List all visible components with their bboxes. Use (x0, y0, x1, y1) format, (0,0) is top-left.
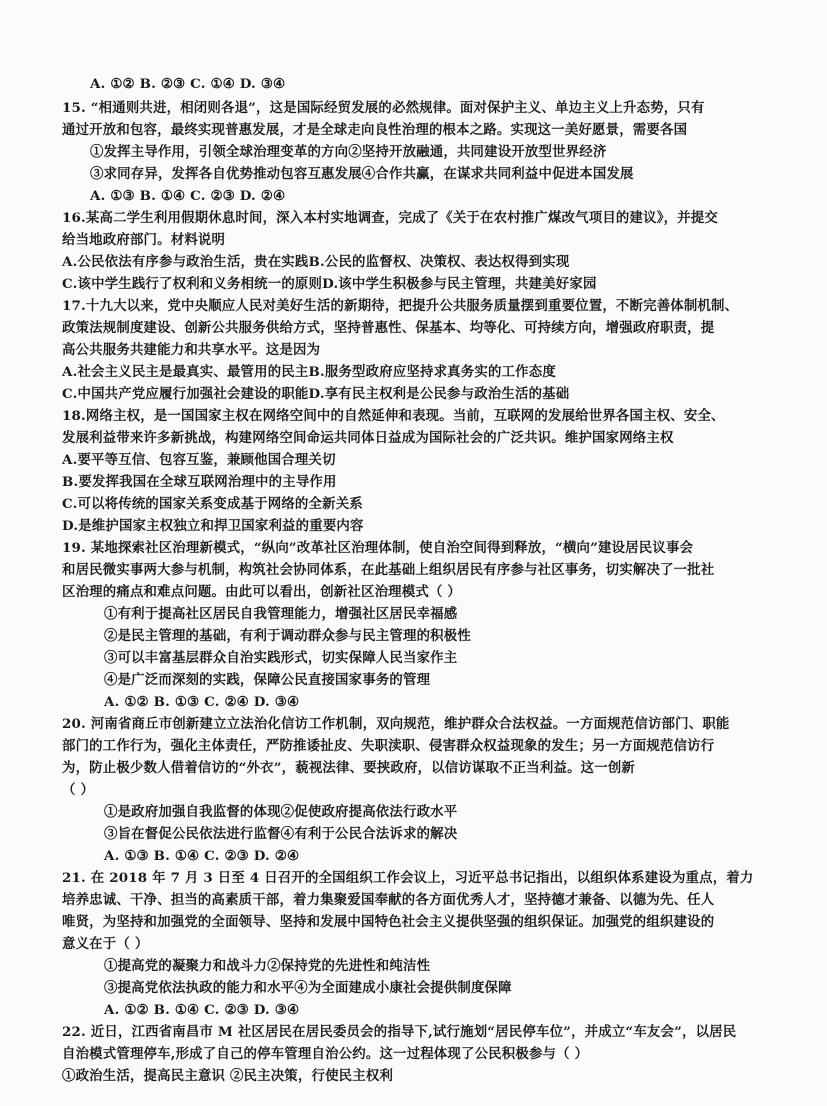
line-1: 15. “相通则共进，相闭则各退”，这是国际经贸发展的必然规律。面对保护主义、单边主义上升态势，只有 (62, 100, 705, 116)
line-6: 16.某高二学生利用假期休息时间，深入本村实地调查，完成了《关于在农村推广煤改气项目的建议》，并提交 (62, 210, 718, 226)
line-21: 19. 某地探索社区治理新模式，“纵向”改革社区治理体制，使自治空间得到释放，“横向”建设居民议事会 (62, 540, 694, 556)
line-11: 政策法规制度建设、创新公共服务供给方式，坚持普惠性、保基本、均等化、可持续方向，增强政府职责，提 (62, 320, 715, 336)
line-37: 培养忠诚、干净、担当的高素质干部，着力集聚爱国奉献的各方面优秀人才，坚持德才兼备、以德为先、任人 (62, 892, 715, 908)
line-24: ①有利于提高社区居民自我管理能力，增强社区居民幸福感 (104, 606, 458, 622)
line-15: 18.网络主权，是一国国家主权在网络空间中的自然延伸和表现。当前，互联网的发展给世界各国主权、安全、 (62, 408, 725, 424)
line-40: ①提高党的凝聚力和战斗力②保持党的先进性和纯洁性 (104, 958, 431, 974)
line-35: A. ①③ B. ①④ C. ②③ D. ②④ (104, 848, 300, 864)
line-32: （ ） (62, 782, 95, 798)
line-4: ③求同存异，发挥各自优势推动包容互惠发展④合作共赢，在谋求共同利益中促进本国发展 (90, 166, 634, 182)
line-18: B.要发挥我国在全球互联网治理中的主导作用 (62, 474, 337, 490)
line-45: ①政治生活，提高民主意识 ②民主决策，行使民主权利 (62, 1068, 394, 1084)
line-9: C.该中学生践行了权利和义务相统一的原则D.该中学生积极参与民主管理，共建美好家园 (62, 276, 597, 292)
line-43: 22. 近日，江西省南昌市 M 社区居民在居民委员会的指导下,试行施划“居民停车位”，并成立“车友会”，以居民 (62, 1024, 737, 1040)
line-16: 发展利益带来许多新挑战，构建网络空间命运共同体日益成为国际社会的广泛共识。维护国家网络主权 (62, 430, 674, 446)
line-26: ③可以丰富基层群众自治实践形式，切实保障人民当家作主 (104, 650, 458, 666)
line-28: A. ①② B. ①③ C. ②④ D. ③④ (104, 694, 300, 710)
line-2: 通过开放和包容，最终实现普惠发展，才是全球走向良性治理的根本之路。实现这一美好愿景，需要各国 (62, 122, 688, 138)
line-14: C.中国共产党应履行加强社会建设的职能D.享有民主权利是公民参与政治生活的基础 (62, 386, 570, 402)
line-20: D.是维护国家主权独立和捍卫国家利益的重要内容 (62, 518, 364, 534)
line-44: 自治模式管理停车,形成了自己的停车管理自治公约。这一过程体现了公民积极参与（ ） (62, 1046, 589, 1062)
line-8: A.公民依法有序参与政治生活，贵在实践B.公民的监督权、决策权、表达权得到实现 (62, 254, 570, 270)
line-33: ①是政府加强自我监督的体现②促使政府提高依法行政水平 (104, 804, 458, 820)
line-31: 为，防止极少数人借着信访的“外衣”，藐视法律、要挟政府，以信访谋取不正当利益。这一创新 (62, 760, 636, 776)
line-39: 意义在于（ ） (62, 936, 149, 952)
line-41: ③提高党依法执政的能力和水平④为全面建成小康社会提供制度保障 (104, 980, 512, 996)
line-27: ④是广泛而深刻的实践，保障公民直接国家事务的管理 (104, 672, 431, 688)
line-34: ③旨在督促公民依法进行监督④有利于公民合法诉求的解决 (104, 826, 458, 842)
line-25: ②是民主管理的基础，有利于调动群众参与民主管理的积极性 (104, 628, 471, 644)
line-12: 高公共服务共建能力和共享水平。这是因为 (62, 342, 321, 358)
line-38: 唯贤，为坚持和加强党的全面领导、坚持和发展中国特色社会主义提供坚强的组织保证。加强党的组织建设的 (62, 914, 715, 930)
line-5: A. ①③ B. ①④ C. ②③ D. ②④ (90, 188, 286, 204)
line-22: 和居民微实事两大参与机制，构筑社会协同体系，在此基础上组织居民有序参与社区事务，切实解决了一批社 (62, 562, 715, 578)
line-42: A. ①② B. ①④ C. ②③ D. ③④ (104, 1002, 300, 1018)
line-17: A.要平等互信、包容互鉴，兼顾他国合理关切 (62, 452, 336, 468)
line-19: C.可以将传统的国家关系变成基于网络的全新关系 (62, 496, 363, 512)
line-0: A. ①② B. ②③ C. ①④ D. ③④ (90, 76, 286, 92)
line-23: 区治理的痛点和难点问题。由此可以看出，创新社区治理模式（ ） (62, 584, 461, 600)
line-13: A.社会主义民主是最真实、最管用的民主B.服务型政府应坚持求真务实的工作态度 (62, 364, 556, 380)
line-3: ①发挥主导作用，引领全球治理变革的方向②坚持开放融通，共同建设开放型世界经济 (90, 144, 607, 160)
line-10: 17.十九大以来，党中央顺应人民对美好生活的新期待，把提升公共服务质量摆到重要位置，不断完善体制机制、 (62, 298, 739, 314)
line-7: 给当地政府部门。材料说明 (62, 232, 226, 248)
line-29: 20. 河南省商丘市创新建立立法治化信访工作机制，双向规范，维护群众合法权益。一方面规范信访部门、职能 (62, 716, 730, 732)
line-30: 部门的工作行为，强化主体责任，严防推诿扯皮、失职渎职、侵害群众权益现象的发生；另一方面规范信访行 (62, 738, 715, 754)
line-36: 21. 在 2018 年 7 月 3 日至 4 日召开的全国组织工作会议上，习近平总书记指出，以组织体系建设为重点，着力 (62, 870, 754, 886)
